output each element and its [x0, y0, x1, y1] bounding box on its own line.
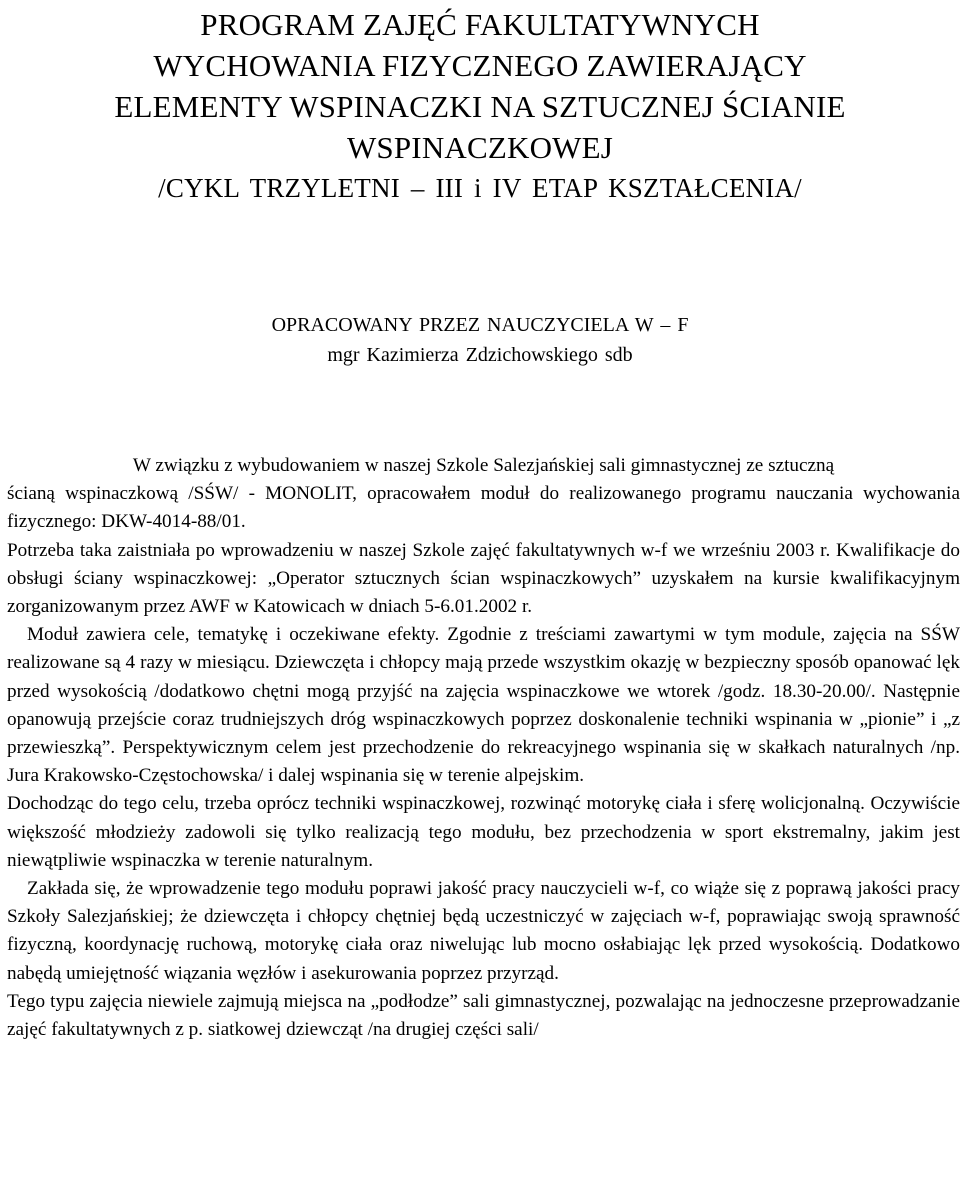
title-line-4: WSPINACZKOWEJ [346, 130, 614, 165]
author-block [0, 310, 960, 370]
author-line-2: mgr Kazimierza Zdzichowskiego sdb [327, 344, 633, 366]
author-line-1: OPRACOWANY PRZEZ NAUCZYCIELA W – F [271, 314, 689, 336]
paragraph-1: ścianą wspinaczkową /SŚW/ - MONOLIT, opracowałem moduł do realizowanego programu nauczania wychowania fizycznego: DKW-4014-88/01. [7, 483, 960, 533]
paragraph-3: Moduł zawiera cele, tematykę i oczekiwane efekty. Zgodnie z treściami zawartymi w tym module, zajęcia na SŚW realizowane są 4 razy w miesiącu. Dziewczęta i chłopcy mają przede wszystkim okazję w bezpieczny sposób opanować lęk przed wysokością /dodatkowo chętni mogą przyjść na zajęcia wspinaczkowe we wtorek /godz. 18.30-20.00/. Następnie opanowują przejście coraz trudniejszych dróg wspinaczkowych poprzez doskonalenie techniki wspinania w „pionie” i „z przewieszką”. Perspektywicznym celem jest przechodzenie do rekreacyjnego wspinania się w skałkach naturalnych /np. Jura Krakowsko-Częstochowska/ i dalej wspinania się w terenie alpejskim. [7, 624, 960, 787]
paragraph-2: Potrzeba taka zaistniała po wprowadzeniu w naszej Szkole zajęć fakultatywnych w-f we wrześniu 2003 r. Kwalifikacje do obsługi ściany wspinaczkowej: „Operator sztucznych ścian wspinaczkowych” uzyskałem na kursie kwalifikacyjnym zorganizowanym przez AWF w Katowicach w dniach 5-6.01.2002 r. [7, 539, 960, 618]
body-text [7, 452, 960, 1044]
title-cycle-line: /CYKL TRZYLETNI – III i IV ETAP KSZTAŁCENIA/ [158, 173, 802, 203]
paragraph-4: Dochodząc do tego celu, trzeba oprócz techniki wspinaczkowej, rozwinąć motorykę ciała i sferę wolicjonalną. Oczywiście większość młodzieży zadowoli się tylko realizacją tego modułu, bez przechodzenia w sport ekstremalny, jakim jest niewątpliwie wspinaczka w terenie naturalnym. [7, 793, 960, 871]
title-line-3: ELEMENTY WSPINACZKI NA SZTUCZNEJ ŚCIANIE [114, 89, 846, 124]
paragraph-6: Tego typu zajęcia niewiele zajmują miejsca na „podłodze” sali gimnastycznej, pozwalając na jednoczesne przeprowadzanie zajęć fakultatywnych z p. siatkowej dziewcząt /na drugiej części sali/ [7, 990, 960, 1041]
title-line-1: PROGRAM ZAJĘĆ FAKULTATYWNYCH [200, 7, 760, 42]
title-line-2: WYCHOWANIA FIZYCZNEGO ZAWIERAJĄCY [153, 48, 807, 83]
document-title [0, 0, 960, 206]
paragraph-1-first-line: W związku z wybudowaniem w naszej Szkole Salezjańskiej sali gimnastycznej ze sztuczną [132, 455, 835, 476]
paragraph-5: Zakłada się, że wprowadzenie tego modułu poprawi jakość pracy nauczycieli w-f, co wiąże się z poprawą jakości pracy Szkoły Salezjańskiej; że dziewczęta i chłopcy chętniej będą uczestniczyć w zajęciach w-f, poprawiając swoją sprawność fizyczną, koordynację ruchową, motorykę ciała oraz niwelując lub mocno osłabiając lęk przed wysokością. Dodatkowo nabędą umiejętność wiązania węzłów i asekurowania poprzez przyrząd. [7, 878, 960, 984]
